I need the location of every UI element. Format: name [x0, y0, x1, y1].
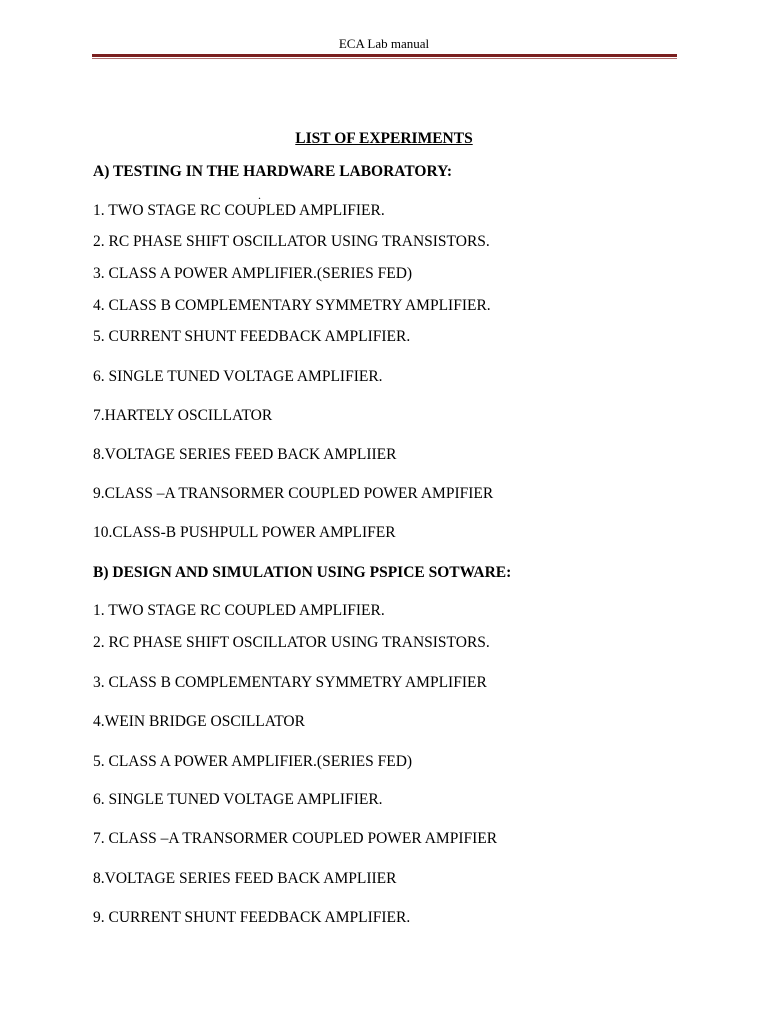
list-item: 9.CLASS –A TRANSORMER COUPLED POWER AMPIFIER [93, 485, 494, 502]
stray-mark: . [258, 188, 261, 202]
list-item: 10.CLASS-B PUSHPULL POWER AMPLIFER [93, 524, 396, 541]
list-item: 1. TWO STAGE RC COUPLED AMPLIFIER. [93, 202, 385, 219]
list-item: 7. CLASS –A TRANSORMER COUPLED POWER AMPIFIER [93, 830, 498, 847]
list-item: 4. CLASS B COMPLEMENTARY SYMMETRY AMPLIFIER. [93, 297, 491, 314]
list-title: LIST OF EXPERIMENTS [295, 130, 473, 147]
list-item: 7.HARTELY OSCILLATOR [93, 407, 273, 424]
list-item: 6. SINGLE TUNED VOLTAGE AMPLIFIER. [93, 368, 383, 385]
list-item: 2. RC PHASE SHIFT OSCILLATOR USING TRANSISTORS. [93, 634, 490, 651]
list-item: 8.VOLTAGE SERIES FEED BACK AMPLIIER [93, 446, 397, 463]
section-b-heading: B) DESIGN AND SIMULATION USING PSPICE SOTWARE: [93, 564, 512, 581]
list-item: 5. CLASS A POWER AMPLIFIER.(SERIES FED) [93, 753, 413, 770]
list-item: 8.VOLTAGE SERIES FEED BACK AMPLIIER [93, 870, 397, 887]
list-item: 1. TWO STAGE RC COUPLED AMPLIFIER. [93, 602, 385, 619]
list-item: 4.WEIN BRIDGE OSCILLATOR [93, 713, 305, 730]
header-title: ECA Lab manual [338, 36, 430, 51]
list-item: 2. RC PHASE SHIFT OSCILLATOR USING TRANSISTORS. [93, 233, 490, 250]
header-rule-thin [92, 58, 677, 59]
header-rule [92, 54, 677, 57]
section-a-heading: A) TESTING IN THE HARDWARE LABORATORY: [93, 163, 453, 180]
list-item: 3. CLASS B COMPLEMENTARY SYMMETRY AMPLIFIER [93, 674, 487, 691]
list-item: 5. CURRENT SHUNT FEEDBACK AMPLIFIER. [93, 328, 411, 345]
list-item: 3. CLASS A POWER AMPLIFIER.(SERIES FED) [93, 265, 413, 282]
list-item: 6. SINGLE TUNED VOLTAGE AMPLIFIER. [93, 791, 383, 808]
list-item: 9. CURRENT SHUNT FEEDBACK AMPLIFIER. [93, 909, 411, 926]
